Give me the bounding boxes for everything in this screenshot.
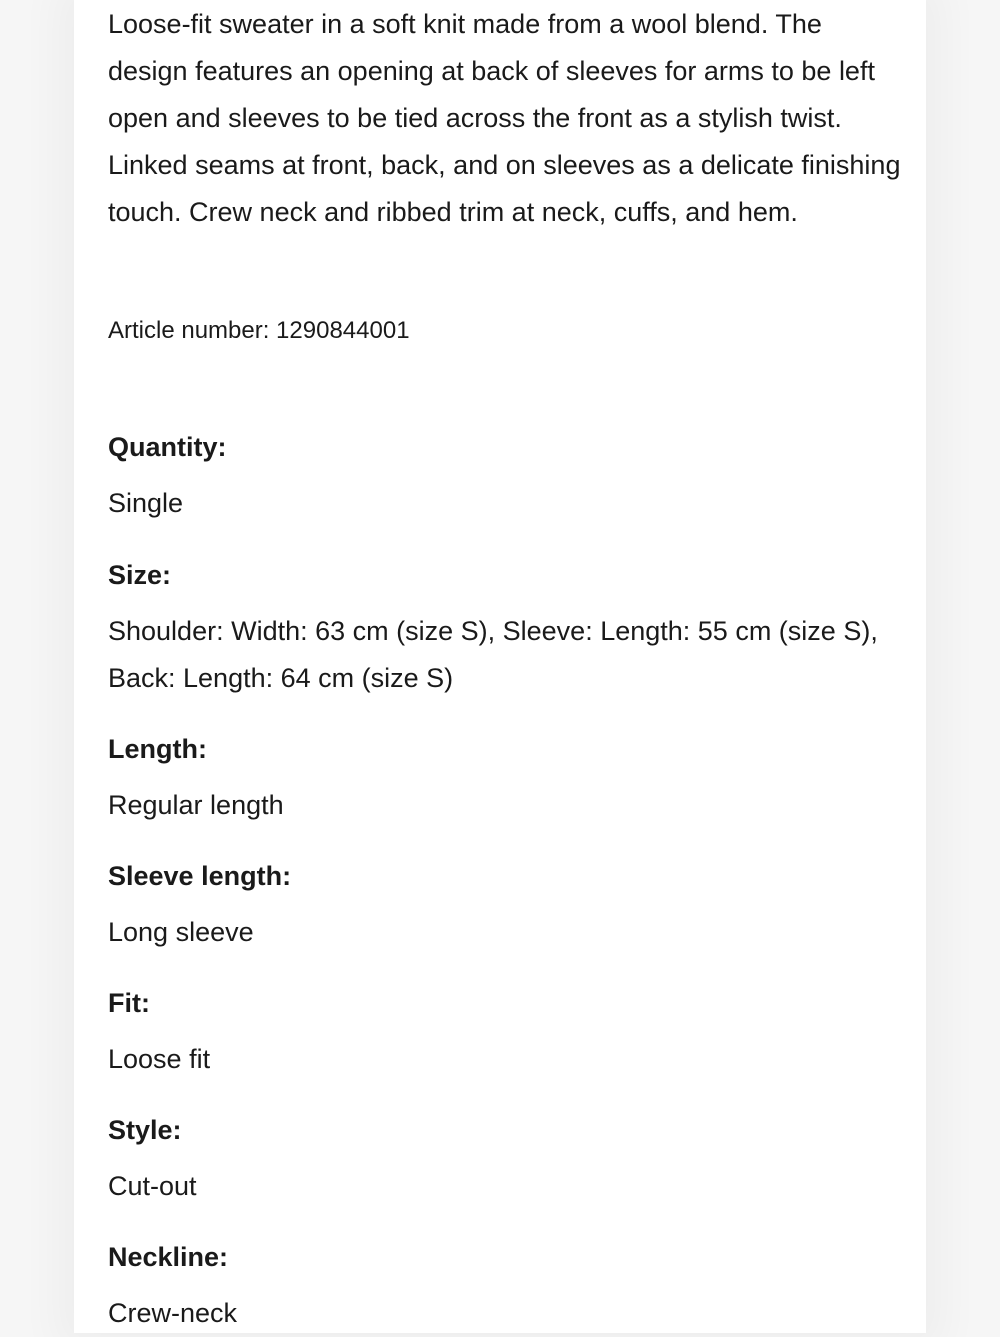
length-label: Length: <box>108 734 207 764</box>
size-label: Size: <box>108 560 172 590</box>
article-number: Article number: 1290844001 <box>108 317 410 344</box>
product-description: Loose-fit sweater in a soft knit made from a wool blend. The design features an opening at back of sleeves for arms to be left open and sleeves to be tied across the front as a stylish twist. Linked seams at front, back, and on sleeves as a delicate finishing touch. Crew neck and ribbed trim at neck, cuffs, and hem. <box>108 9 901 227</box>
style-label: Style: <box>108 1115 182 1145</box>
quantity-label: Quantity: <box>108 432 227 462</box>
product-details-panel <box>74 0 926 1333</box>
size-value: Shoulder: Width: 63 cm (size S), Sleeve: Length: 55 cm (size S), Back: Length: 64 cm (size S) <box>108 616 878 693</box>
neckline-value: Crew-neck <box>108 1298 238 1328</box>
quantity-value: Single <box>108 488 184 518</box>
neckline-label: Neckline: <box>108 1242 229 1272</box>
sleeve-length-value: Long sleeve <box>108 917 254 947</box>
fit-value: Loose fit <box>108 1044 211 1074</box>
length-value: Regular length <box>108 790 284 820</box>
style-value: Cut-out <box>108 1171 197 1201</box>
sleeve-length-label: Sleeve length: <box>108 861 292 891</box>
fit-label: Fit: <box>108 988 150 1018</box>
